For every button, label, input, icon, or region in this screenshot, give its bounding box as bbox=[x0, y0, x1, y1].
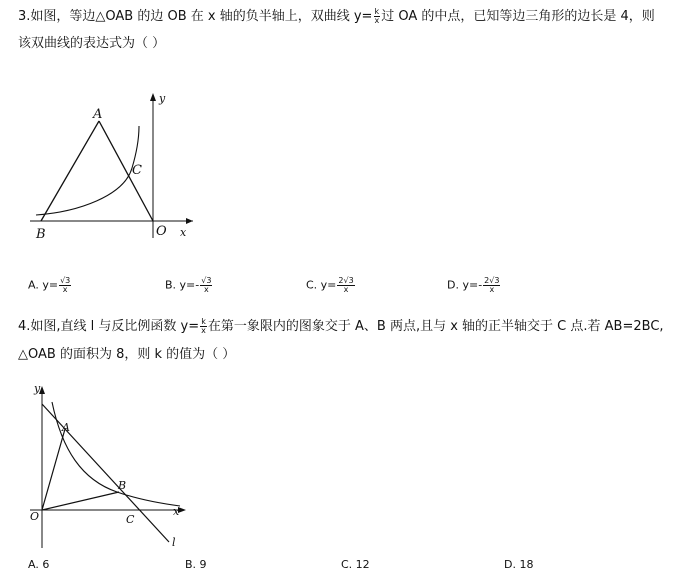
q4-label-b: B bbox=[118, 479, 127, 492]
q4-option-d[interactable]: D. 18 bbox=[504, 558, 534, 571]
q4-figure bbox=[22, 380, 192, 550]
q3-option-b-numerator: √3 bbox=[201, 276, 212, 285]
q4-fraction-denominator: x bbox=[201, 326, 206, 335]
q3-option-d-denominator: x bbox=[489, 285, 495, 294]
q3-option-a[interactable] bbox=[28, 277, 72, 294]
q3-line-1 bbox=[18, 8, 655, 25]
q3-fraction-numerator: k bbox=[374, 7, 380, 16]
q4-label-a: A bbox=[62, 421, 70, 434]
q4-label-c: C bbox=[126, 513, 135, 526]
q3-label-b: B bbox=[36, 227, 46, 242]
q3-hyperbola-curve bbox=[36, 126, 139, 215]
q3-label-y: y bbox=[159, 92, 166, 105]
q4-line-1 bbox=[18, 318, 664, 335]
q4-fraction-numerator: k bbox=[201, 317, 206, 326]
q3-option-c-prefix: C. y= bbox=[306, 278, 337, 292]
q3-figure bbox=[28, 88, 198, 243]
q4-option-b[interactable]: B. 9 bbox=[185, 558, 207, 571]
q3-option-d-prefix: D. y=- bbox=[447, 278, 483, 292]
q3-option-a-fraction bbox=[59, 277, 71, 294]
q4-label-y: y bbox=[34, 382, 41, 395]
q3-option-d-fraction bbox=[483, 277, 500, 294]
q3-option-b[interactable] bbox=[165, 277, 213, 294]
q3-option-a-numerator: √3 bbox=[60, 276, 71, 285]
q3-label-c: C bbox=[132, 163, 142, 178]
q4-segment-ob bbox=[42, 492, 119, 510]
q3-option-a-denominator: x bbox=[62, 285, 68, 294]
q3-line-1-fraction bbox=[373, 8, 380, 25]
q3-side-ba bbox=[41, 121, 99, 221]
q4-label-l: l bbox=[172, 536, 176, 549]
q3-option-c-numerator: 2√3 bbox=[338, 276, 354, 285]
q3-option-b-denominator: x bbox=[203, 285, 209, 294]
q3-option-c-fraction bbox=[337, 277, 354, 294]
q4-label-x: x bbox=[173, 505, 180, 518]
q3-option-b-fraction bbox=[200, 277, 212, 294]
q3-label-x: x bbox=[180, 226, 187, 239]
q3-x-axis-arrow bbox=[186, 218, 193, 224]
q3-line-1-prefix: 3.如图，等边△OAB 的边 OB 在 x 轴的负半轴上，双曲线 y= bbox=[18, 9, 373, 24]
q3-side-ao bbox=[99, 121, 153, 221]
q3-option-a-prefix: A. y= bbox=[28, 278, 59, 292]
q3-line-2: 该双曲线的表达式为（ ） bbox=[18, 36, 166, 51]
q4-line-1-prefix: 4.如图,直线 l 与反比例函数 y= bbox=[18, 319, 200, 334]
q3-label-o: O bbox=[156, 224, 167, 239]
q3-fraction-denominator: x bbox=[374, 16, 380, 25]
q3-y-axis-arrow bbox=[150, 93, 156, 101]
q3-option-d-numerator: 2√3 bbox=[484, 276, 500, 285]
q3-option-b-prefix: B. y=- bbox=[165, 278, 200, 292]
q4-line-2: △OAB 的面积为 8，则 k 的值为（ ） bbox=[18, 347, 236, 362]
q4-option-c[interactable]: C. 12 bbox=[341, 558, 370, 571]
q3-option-c[interactable] bbox=[306, 277, 356, 294]
q4-label-o: O bbox=[30, 510, 40, 523]
q3-line-1-suffix: 过 OA 的中点，已知等边三角形的边长是 4，则 bbox=[381, 9, 655, 24]
q3-label-a: A bbox=[93, 107, 103, 122]
q4-segment-oa bbox=[42, 429, 65, 510]
q4-option-a[interactable]: A. 6 bbox=[28, 558, 50, 571]
q3-option-d[interactable] bbox=[447, 277, 501, 294]
q4-hyperbola-curve bbox=[52, 402, 180, 506]
q3-option-c-denominator: x bbox=[343, 285, 349, 294]
q4-line-1-fraction bbox=[200, 318, 207, 335]
q4-line-1-suffix: 在第一象限内的图象交于 A、B 两点,且与 x 轴的正半轴交于 C 点.若 AB=2BC, bbox=[207, 319, 664, 334]
